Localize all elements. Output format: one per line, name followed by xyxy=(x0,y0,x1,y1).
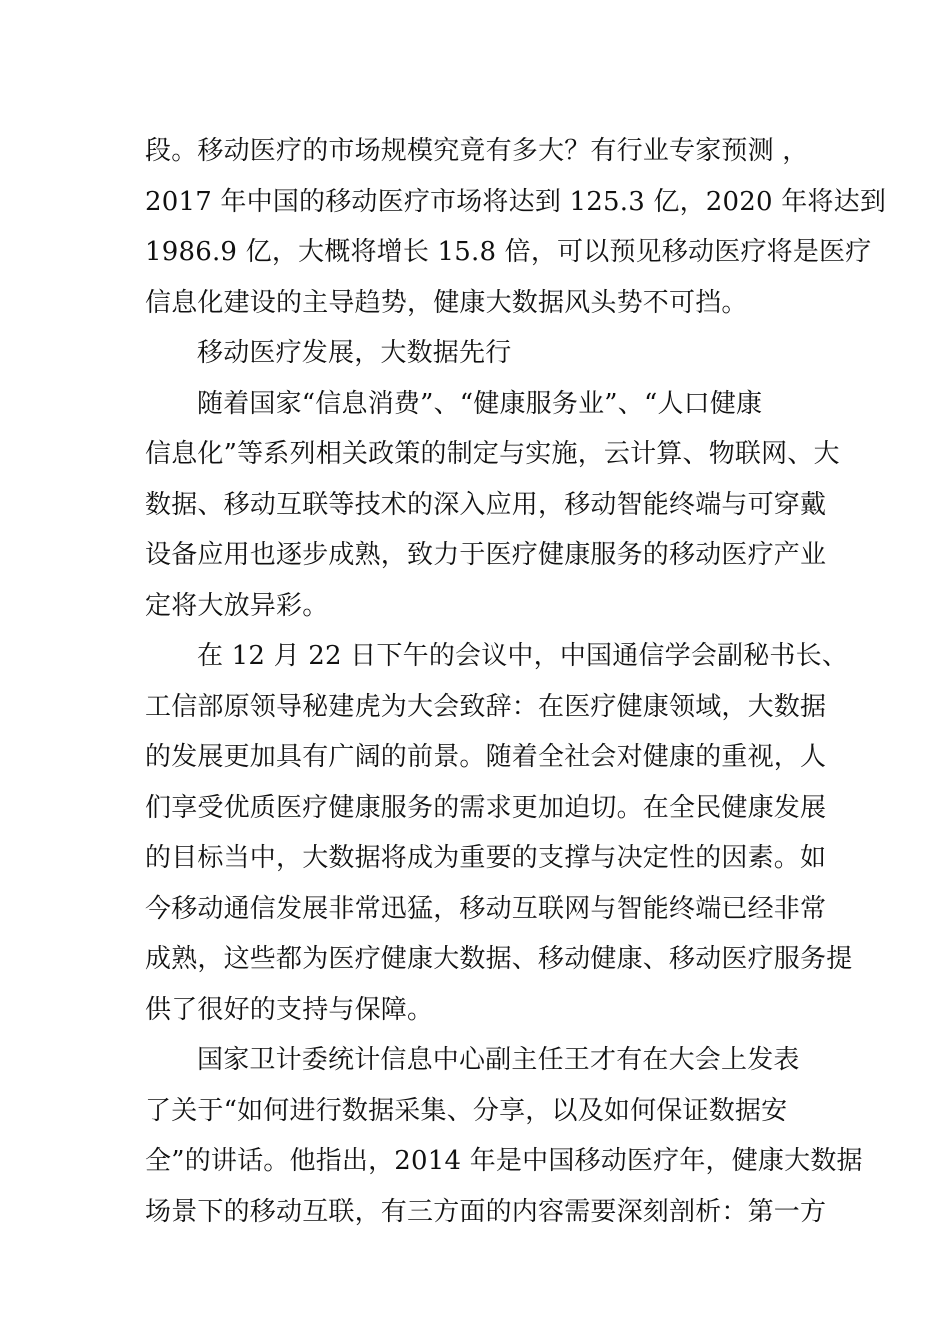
text-line: 信息化”等系列相关政策的制定与实施，云计算、物联网、大 xyxy=(145,439,840,469)
text-line: 的发展更加具有广阔的前景。随着全社会对健康的重视，人 xyxy=(145,742,827,772)
body-text xyxy=(145,126,887,1237)
text-line: 信息化建设的主导趋势，健康大数据风头势不可挡。 xyxy=(145,287,748,318)
text-line: 的目标当中，大数据将成为重要的支撑与决定性的因素。如 xyxy=(145,843,827,873)
text-line: 在 12 月 22 日下午的会议中，中国通信学会副秘书长、 xyxy=(197,641,849,671)
text-line: 工信部原领导秘建虎为大会致辞：在医疗健康领域，大数据 xyxy=(145,691,827,722)
text-line: 了关于“如何进行数据采集、分享，以及如何保证数据安 xyxy=(145,1095,788,1126)
text-line: 供了很好的支持与保障。 xyxy=(145,994,434,1025)
text-line: 成熟，这些都为医疗健康大数据、移动健康、移动医疗服务提 xyxy=(145,944,853,974)
text-line: 段。移动医疗的市场规模究竟有多大？有行业专家预测 ， xyxy=(145,136,809,166)
text-line: 1986.9 亿，大概将增长 15.8 倍，可以预见移动医疗将是医疗 xyxy=(145,237,872,267)
text-line: 全”的讲话。他指出，2014 年是中国移动医疗年，健康大数据 xyxy=(145,1146,863,1176)
text-line: 随着国家“信息消费”、“健康服务业”、“人口健康 xyxy=(197,388,763,419)
text-line: 设备应用也逐步成熟，致力于医疗健康服务的移动医疗产业 xyxy=(145,540,827,570)
text-line: 们享受优质医疗健康服务的需求更加迫切。在全民健康发展 xyxy=(145,792,827,823)
text-line: 今移动通信发展非常迅猛，移动互联网与智能终端已经非常 xyxy=(145,893,827,924)
text-line: 场景下的移动互联，有三方面的内容需要深刻剖析：第一方 xyxy=(145,1196,827,1227)
text-line: 定将大放异彩。 xyxy=(145,590,329,621)
text-line: 数据、移动互联等技术的深入应用，移动智能终端与可穿戴 xyxy=(145,489,827,520)
text-line: 2017 年中国的移动医疗市场将达到 125.3 亿，2020 年将达到 xyxy=(145,186,887,217)
section-heading: 移动医疗发展，大数据先行 xyxy=(197,338,512,368)
text-line: 国家卫计委统计信息中心副主任王才有在大会上发表 xyxy=(197,1045,800,1075)
